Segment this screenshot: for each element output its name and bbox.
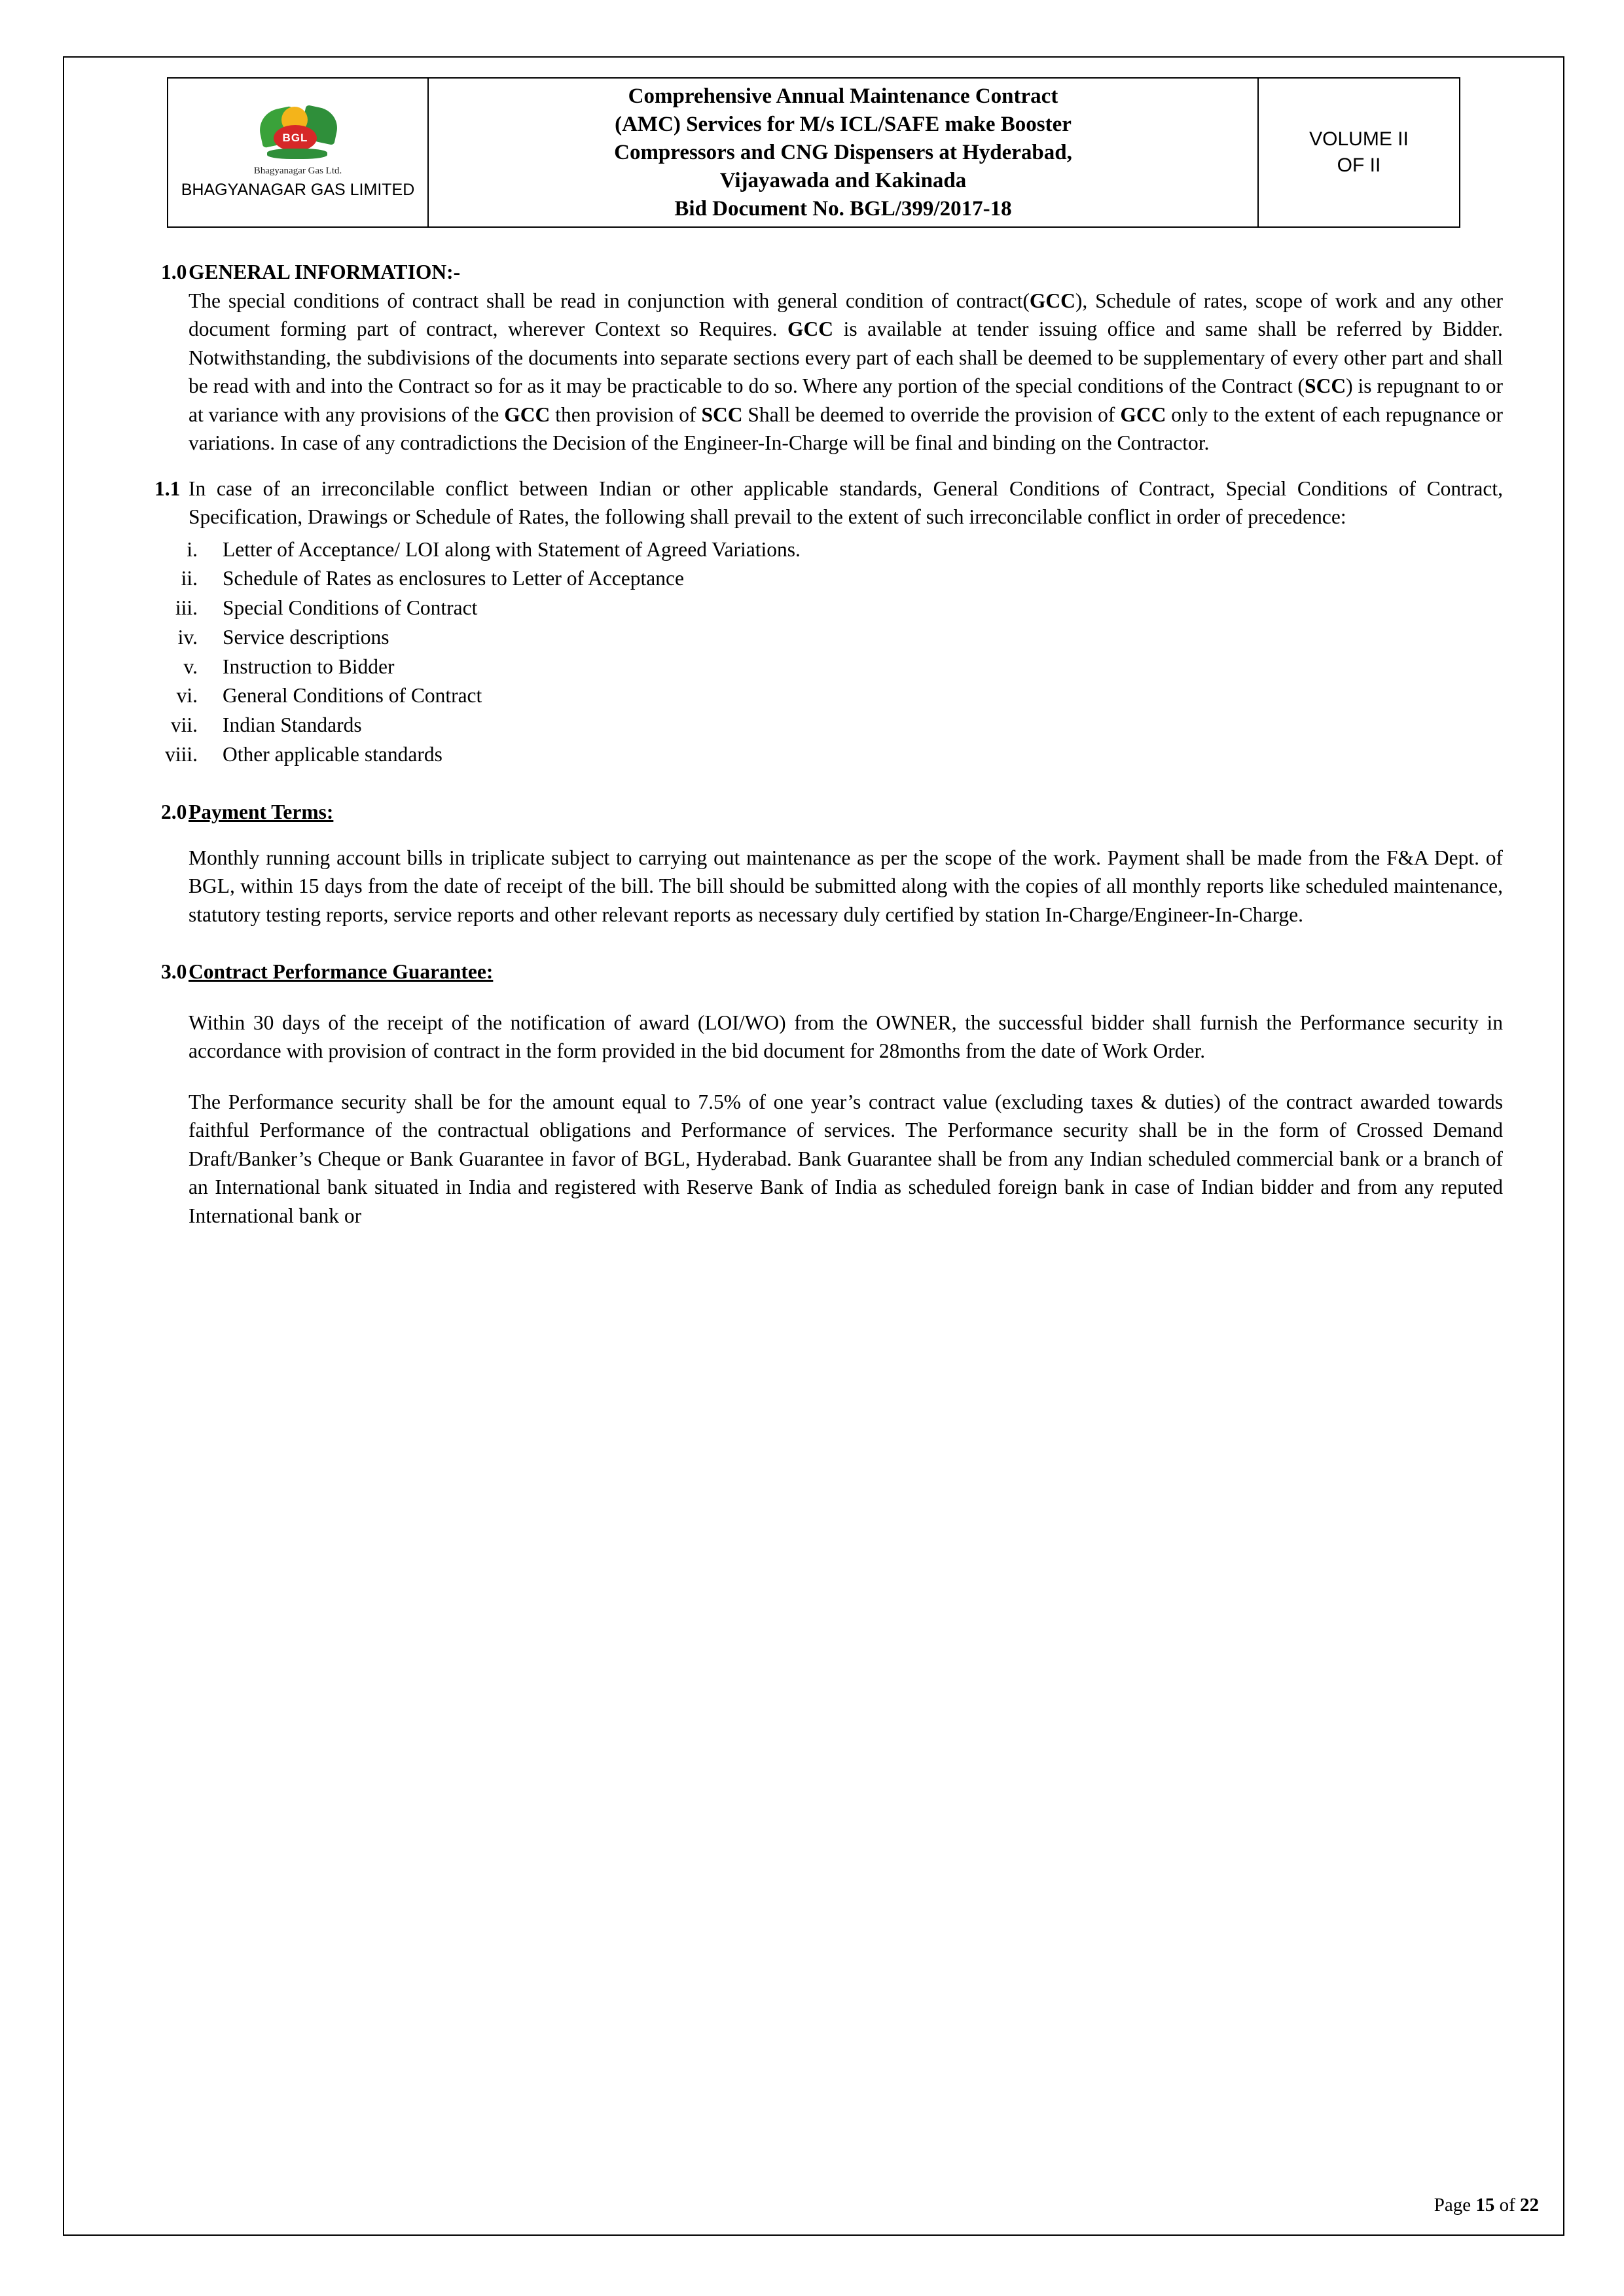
list-marker: iii. (175, 596, 198, 620)
list-text: Instruction to Bidder (223, 655, 395, 678)
document-header-table (167, 77, 1460, 228)
section-general-number: 1.0 (161, 260, 187, 284)
logo-base-shape (267, 149, 327, 159)
volume-label (1264, 126, 1454, 179)
list-item (124, 564, 1503, 594)
logo-disc-text: BGL (274, 125, 317, 151)
bid-document-number: Bid Document No. BGL/399/2017-18 (674, 196, 1012, 221)
footer-total-pages: 22 (1520, 2195, 1539, 2215)
page-footer (85, 2195, 1539, 2216)
document-title-line-3: Compressors and CNG Dispensers at Hyderabad, (614, 140, 1072, 164)
list-item (124, 623, 1503, 653)
spacer (124, 986, 1503, 1009)
section-general-paragraph: The special conditions of contract shall be read in conjunction with general condition of contract(GCC), Schedule of rates, scope of work and any other document forming part of contract, wherever Context so Requires. GCC is available at tender issuing office and same shall be referred by Bidder. Notwithstanding, the subdivisions of the documents into separate sections every part of each shall be deemed to be supplementary of every other part and shall be read with and into the Contract so for as it may be practicable to do so. Where any portion of the special conditions of the Contract (SCC) is repugnant to or at variance with any provisions of the GCC then provision of SCC Shall be deemed to override the provision of GCC only to the extent of each repugnance or variations. In case of any contradictions the Decision of the Engineer-In-Charge will be final and binding on the Contractor. (189, 289, 1503, 455)
section-guarantee-body (124, 1009, 1503, 1230)
list-marker: i. (187, 537, 198, 561)
volume-line-2: OF II (1337, 154, 1381, 177)
list-marker: v. (183, 655, 198, 678)
list-item (124, 740, 1503, 770)
bgl-logo-icon (255, 105, 340, 164)
section-general-title: GENERAL INFORMATION:- (189, 260, 461, 284)
document-body (124, 258, 1503, 1230)
list-text: Other applicable standards (223, 742, 442, 766)
list-text: Letter of Acceptance/ LOI along with Statement of Agreed Variations. (223, 537, 801, 561)
list-marker: ii. (181, 567, 198, 590)
page-content (85, 77, 1542, 1230)
list-marker: viii. (165, 742, 198, 766)
spacer (189, 1066, 1503, 1088)
section-payment-title: Payment Terms: (189, 800, 334, 824)
section-payment-body (124, 844, 1503, 929)
section-precedence-number: 1.1 (154, 476, 181, 500)
section-general-paragraph-row (124, 287, 1503, 457)
section-guarantee-number: 3.0 (161, 960, 187, 984)
spacer (124, 827, 1503, 844)
spacer (124, 457, 1503, 475)
header-row (168, 78, 1460, 227)
list-item (124, 711, 1503, 740)
list-item (124, 653, 1503, 682)
volume-line-1: VOLUME II (1309, 128, 1409, 150)
list-text: Service descriptions (223, 625, 389, 649)
list-marker: iv. (177, 625, 198, 649)
spacer (124, 929, 1503, 958)
footer-middle: of (1494, 2195, 1520, 2215)
footer-prefix: Page (1434, 2195, 1476, 2215)
list-item (124, 535, 1503, 565)
section-payment-number: 2.0 (161, 800, 187, 824)
list-marker: vi. (176, 684, 198, 708)
section-precedence-paragraph: In case of an irreconcilable conflict between Indian or other applicable standards, General Conditions of Contract, Special Conditions of Contract, Specification, Drawings or Schedule of Rates, the following shall prevail to the extent of such irreconcilable conflict in order of precedence: (189, 476, 1503, 529)
company-logo (173, 105, 422, 200)
section-payment-terms-heading (124, 798, 1503, 826)
section-general-information (124, 258, 1503, 286)
document-title-line-4: Vijayawada and Kakinada (719, 168, 967, 192)
list-item (124, 594, 1503, 623)
section-guarantee-title: Contract Performance Guarantee: (189, 960, 494, 984)
document-title-line-1: Comprehensive Annual Maintenance Contract (628, 84, 1058, 108)
section-payment-paragraph: Monthly running account bills in triplicate subject to carrying out maintenance as per the scope of the work. Payment shall be made from the F&A Dept. of BGL, within 15 days from the date of receipt of the bill. The bill should be submitted along with the copies of all monthly reports like scheduled maintenance, statutory testing reports, service reports and other relevant reports as necessary duly certified by station In-Charge/Engineer-In-Charge. (189, 846, 1503, 926)
list-text: Indian Standards (223, 713, 362, 736)
header-title-cell (428, 78, 1258, 227)
list-marker: vii. (170, 713, 198, 736)
document-title (434, 82, 1252, 223)
section-guarantee-heading (124, 958, 1503, 986)
section-precedence (124, 475, 1503, 531)
list-item (124, 681, 1503, 711)
logo-subtext: Bhagyanagar Gas Ltd. (253, 165, 342, 176)
list-text: General Conditions of Contract (223, 684, 482, 708)
company-name: BHAGYANAGAR GAS LIMITED (181, 180, 415, 199)
header-volume-cell (1258, 78, 1460, 227)
list-text: Special Conditions of Contract (223, 596, 478, 620)
header-logo-cell (168, 78, 428, 227)
document-title-line-2: (AMC) Services for M/s ICL/SAFE make Booster (615, 112, 1072, 136)
section-guarantee-paragraph-1: Within 30 days of the receipt of the notification of award (LOI/WO) from the OWNER, the successful bidder shall furnish the Performance security in accordance with provision of contract in the form provided in the bid document for 28months from the date of Work Order. (189, 1011, 1503, 1063)
list-text: Schedule of Rates as enclosures to Letter of Acceptance (223, 567, 684, 590)
section-guarantee-paragraph-2: The Performance security shall be for the amount equal to 7.5% of one year’s contract value (excluding taxes & duties) of the contract awarded towards faithful Performance of the contractual obligations and Performance of services. The Performance security shall be in the form of Crossed Demand Draft/Banker’s Cheque or Bank Guarantee in favor of BGL, Hyderabad. Bank Guarantee shall be from any Indian scheduled commercial bank or a branch of an International bank situated in India and registered with Reserve Bank of India as scheduled foreign bank in case of Indian bidder and from any reputed International bank or (189, 1090, 1503, 1227)
precedence-list (124, 535, 1503, 770)
spacer (124, 769, 1503, 798)
footer-current-page: 15 (1475, 2195, 1495, 2215)
